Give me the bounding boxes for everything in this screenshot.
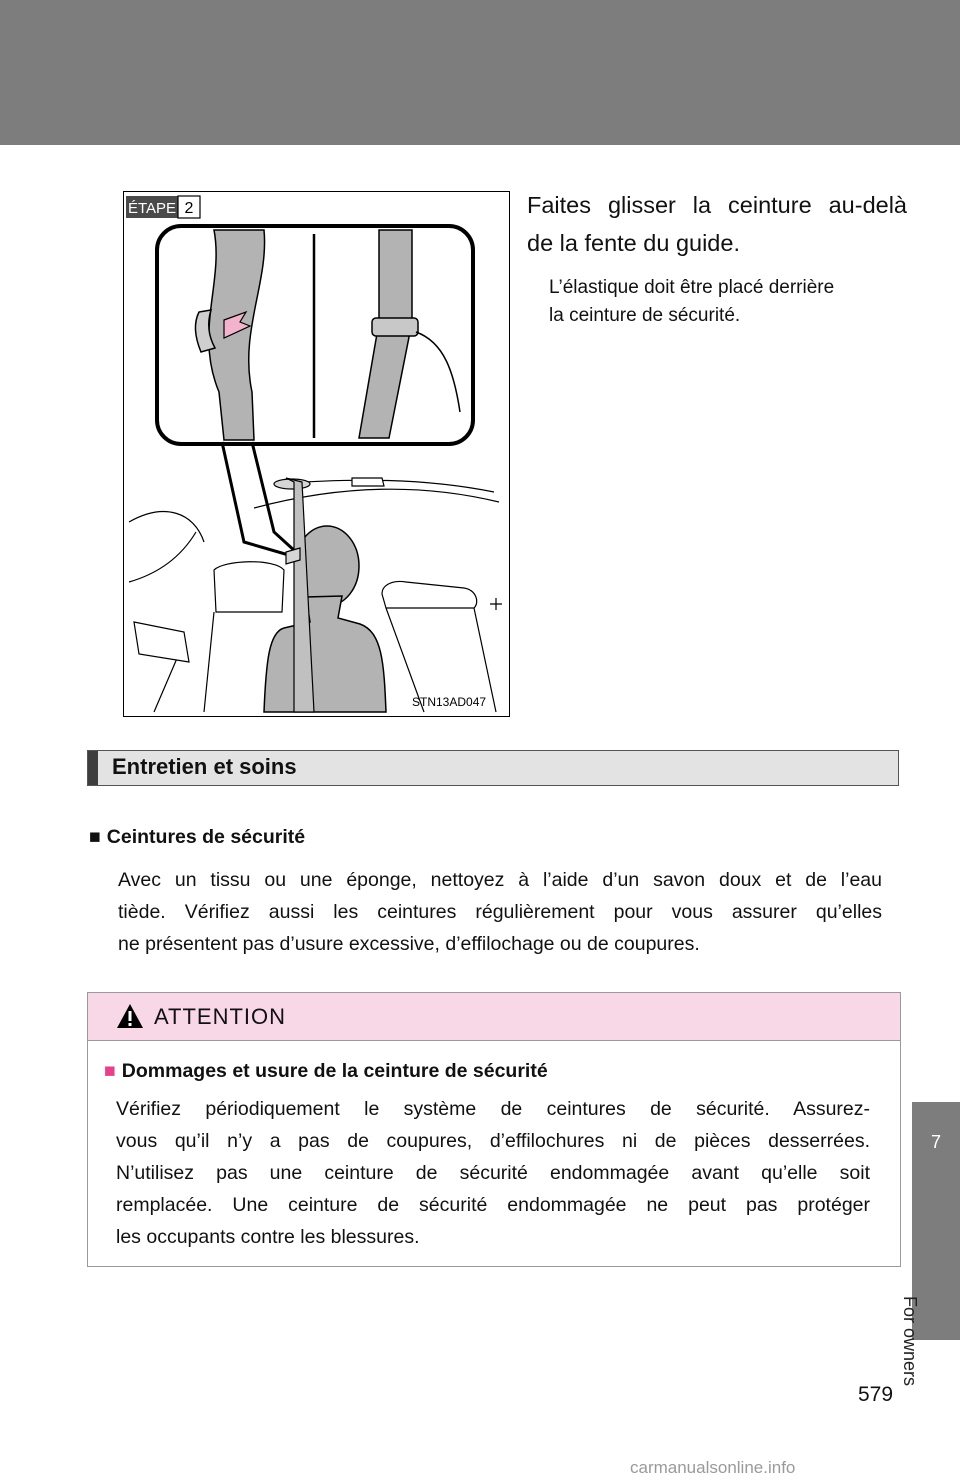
page-number: 579 — [858, 1383, 894, 1406]
warning-line: Vérifiez périodiquement le système de ceintures de sécurité. Assurez- — [116, 1098, 870, 1120]
warning-line: remplacée. Une ceinture de sécurité endommagée ne peut pas protéger — [116, 1194, 870, 1216]
step-note-line: la ceinture de sécurité. — [549, 305, 741, 326]
paragraph-line: ne présentent pas d’usure excessive, d’effilochage ou de coupures. — [118, 933, 700, 955]
warning-paragraph — [116, 1093, 870, 1253]
seatbelt-drawing — [124, 192, 509, 716]
warning-line: vous qu’il n’y a pas de coupures, d’effilochures ni de pièces desserrées. — [116, 1130, 870, 1152]
warning-header — [88, 993, 900, 1041]
step-note-text — [549, 274, 905, 330]
step-instructions — [527, 186, 907, 330]
warning-title: ATTENTION — [154, 1004, 287, 1029]
seatbelt-illustration — [123, 191, 510, 717]
paragraph-line: Avec un tissu ou une éponge, nettoyez à l’aide d’un savon doux et de l’eau — [118, 869, 882, 891]
warning-subtitle-text: Dommages et usure de la ceinture de sécurité — [121, 1060, 548, 1082]
warning-subtitle — [104, 1060, 548, 1083]
subsection-paragraph — [118, 864, 882, 960]
chapter-label: For owners — [900, 1296, 920, 1387]
step-badge-number: 2 — [184, 200, 194, 217]
section-heading-marker — [88, 751, 98, 785]
header-band — [0, 0, 960, 145]
square-bullet-icon: ■ — [104, 1060, 116, 1082]
subsection-title — [89, 826, 305, 849]
watermark: carmanualsonline.info — [630, 1458, 796, 1477]
subsection-title-text: Ceintures de sécurité — [106, 826, 306, 848]
section-heading-title: Entretien et soins — [112, 754, 297, 779]
warning-triangle-icon — [116, 1003, 144, 1029]
square-bullet-icon: ■ — [89, 826, 101, 848]
step-main-line: Faites glisser la ceinture au-delà — [527, 192, 907, 218]
section-heading — [87, 750, 899, 786]
step-note-line: L’élastique doit être placé derrière — [549, 277, 835, 298]
step-main-line: de la fente du guide. — [527, 230, 740, 256]
warning-box — [87, 992, 901, 1267]
figure-code: STN13AD047 — [412, 695, 487, 709]
chapter-number: 7 — [930, 1132, 941, 1152]
paragraph-line: tiède. Vérifiez aussi les ceintures régulièrement pour vous assurer qu’elles — [118, 901, 882, 923]
step-main-text — [527, 186, 907, 262]
warning-line: les occupants contre les blessures. — [116, 1226, 420, 1248]
step-badge-label: ÉTAPE — [127, 200, 177, 217]
warning-line: N’utilisez pas une ceinture de sécurité endommagée avant qu’elle soit — [116, 1162, 870, 1184]
